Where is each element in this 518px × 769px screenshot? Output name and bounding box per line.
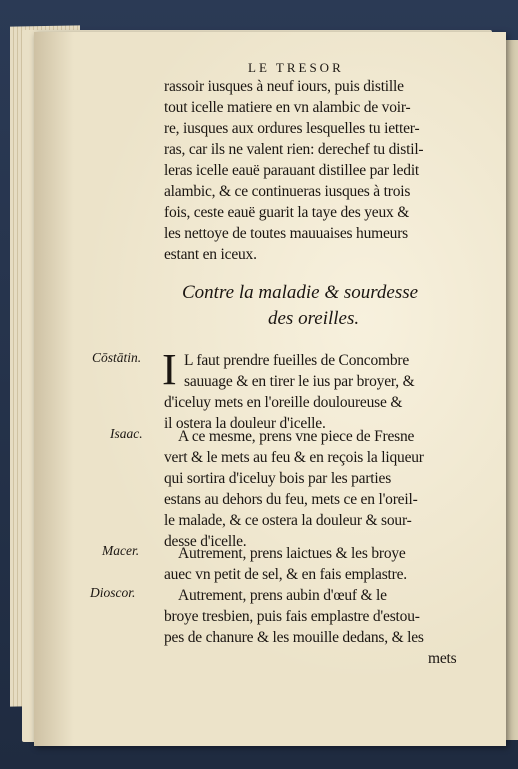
- text-line: fois, ceste eauë guarit la taye des yeux &: [164, 204, 410, 221]
- text-line: auec vn petit de sel, & en fais emplastre.: [164, 566, 407, 583]
- text-line: estant en iceux.: [164, 246, 257, 263]
- section-title: Contre la maladie & sourdesse: [182, 282, 419, 303]
- text-line: ras, car ils ne valent rien: derechef tu distil-: [164, 141, 424, 158]
- text-line: estans au dehors du feu, mets ce en l'oreil-: [164, 491, 418, 508]
- text-line: Autrement, prens laictues & les broye: [178, 545, 406, 562]
- text-line: tout icelle matiere en vn alambic de voir-: [164, 99, 411, 116]
- text-line: Autrement, prens aubin d'œuf & le: [178, 587, 387, 604]
- catchword: mets: [428, 650, 457, 667]
- text-line: re, iusques aux ordures lesquelles tu ietter-: [164, 120, 420, 137]
- text-line: le malade, & ce ostera la douleur & sour-: [164, 512, 412, 529]
- text-line: d'iceluy mets en l'oreille douloureuse &: [164, 394, 403, 411]
- text-line: leras icelle eauë parauant distillee par ledit: [164, 162, 420, 179]
- text-line: pes de chanure & les mouille dedans, & les: [164, 629, 424, 646]
- text-line: broye tresbien, puis fais emplastre d'estou-: [164, 608, 420, 625]
- margin-note-dioscor: Dioscor.: [90, 585, 136, 600]
- text-line: qui sortira d'iceluy bois par les parties: [164, 470, 392, 487]
- running-head: LE TRESOR: [248, 60, 344, 75]
- text-line: rassoir iusques à neuf iours, puis distille: [164, 78, 404, 95]
- text-line: L faut prendre fueilles de Concombre: [184, 352, 410, 369]
- drop-cap: I: [162, 345, 177, 394]
- text-line: vert & le mets au feu & en reçois la liqueur: [164, 449, 424, 466]
- text-line: sauuage & en tirer le ius par broyer, &: [184, 373, 415, 390]
- text-line: les nettoye de toutes mauuaises humeurs: [164, 225, 409, 242]
- margin-note-constantin: Cōstātin.: [92, 350, 142, 365]
- section-title-continued: des oreilles.: [268, 308, 360, 329]
- text-line: il ostera la douleur d'icelle.: [164, 415, 326, 432]
- text-line: alambic, & ce continueras iusques à trois: [164, 183, 411, 200]
- margin-note-isaac: Isaac.: [110, 426, 143, 441]
- margin-note-macer: Macer.: [102, 543, 140, 558]
- text-line: desse d'icelle.: [164, 533, 247, 550]
- text-line: A ce mesme, prens vne piece de Fresne: [178, 428, 415, 445]
